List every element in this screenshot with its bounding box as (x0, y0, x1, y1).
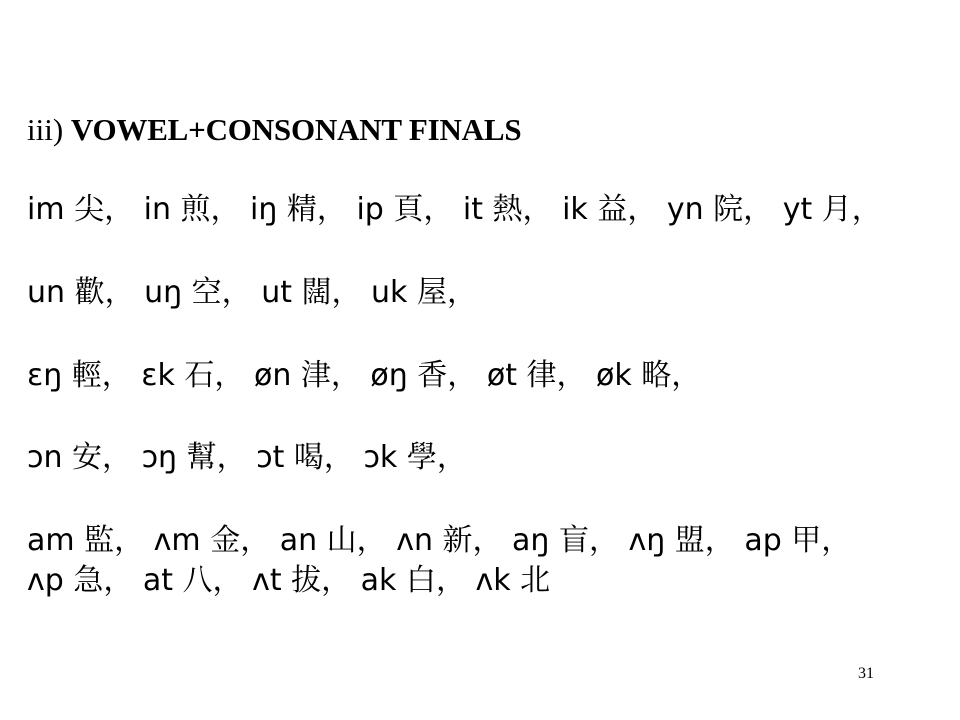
section-number: iii) (27, 112, 71, 147)
section-heading (27, 110, 521, 150)
finals-row-u: un 歡， uŋ 空， ut 闊， uk 屋， (27, 275, 477, 310)
finals-row-e-oe: ɛŋ 輕， ɛk 石， øn 津， øŋ 香， øt 律， øk 略， (27, 358, 702, 393)
page-number: 31 (858, 665, 874, 682)
finals-row-a-2: ʌp 急， at 八， ʌt 拔， ak 白， ʌk 北 (27, 563, 551, 598)
finals-row-open-o: ɔn 安， ɔŋ 幫， ɔt 喝， ɔk 學， (27, 440, 467, 475)
finals-row-i-y: im 尖， in 煎， iŋ 精， ip 頁， it 熱， ik 益， yn 院， yt 月， (27, 192, 882, 227)
section-title: VOWEL+CONSONANT FINALS (70, 112, 522, 147)
finals-row-a-1: am 監， ʌm 金， an 山， ʌn 新， aŋ 盲， ʌŋ 盟， ap 甲， (27, 523, 852, 558)
